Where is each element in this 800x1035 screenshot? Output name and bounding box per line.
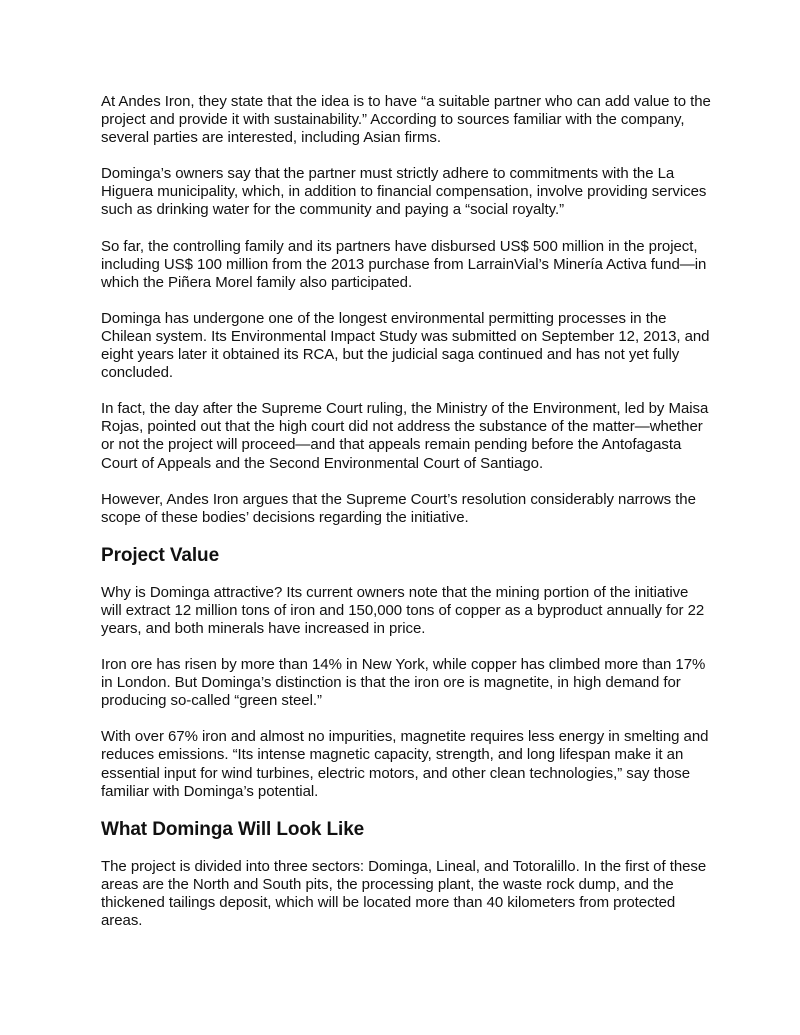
- intro-paragraph-5: In fact, the day after the Supreme Court ruling, the Ministry of the Environment, led by Maisa Rojas, pointed out that the high court did not address the substance of the matter—whether or not the project will proceed—and that appeals remain pending before the Antofagasta Court of Appeals and the Second Environmental Court of Santiago.: [101, 400, 709, 472]
- intro-paragraph-1: At Andes Iron, they state that the idea is to have “a suitable partner who can add value to the project and provide it with sustainability.” According to sources familiar with the company, several parties are interested, including Asian firms.: [101, 93, 711, 147]
- document-page: [101, 93, 711, 948]
- section-heading-what-dominga-will-look-like: What Dominga Will Look Like: [101, 818, 365, 840]
- section-heading-project-value: Project Value: [101, 544, 220, 566]
- project-value-paragraph-3: With over 67% iron and almost no impurities, magnetite requires less energy in smelting and reduces emissions. “Its intense magnetic capacity, strength, and long lifespan make it an essential input for wind turbines, electric motors, and other clean technologies,” say those familiar with Dominga’s potential.: [101, 728, 709, 800]
- intro-paragraph-6: However, Andes Iron argues that the Supreme Court’s resolution considerably narrows the scope of these bodies’ decisions regarding the initiative.: [101, 490, 696, 526]
- dominga-layout-paragraph-1: The project is divided into three sectors: Dominga, Lineal, and Totoralillo. In the first of these areas are the North and South pits, the processing plant, the waste rock dump, and the thickened tailings deposit, which will be located more than 40 kilometers from protected areas.: [101, 857, 707, 929]
- project-value-paragraph-1: Why is Dominga attractive? Its current owners note that the mining portion of the initiative will extract 12 million tons of iron and 150,000 tons of copper as a byproduct annually for 22 years, and both minerals have increased in price.: [101, 583, 705, 637]
- intro-paragraph-2: Dominga’s owners say that the partner must strictly adhere to commitments with the La Higuera municipality, which, in addition to financial compensation, involve providing services such as drinking water for the community and paying a “social royalty.”: [101, 165, 707, 219]
- intro-paragraph-3: So far, the controlling family and its partners have disbursed US$ 500 million in the project, including US$ 100 million from the 2013 purchase from LarrainVial’s Minería Activa fund—in which the Piñera Morel family also participated.: [101, 237, 707, 291]
- project-value-paragraph-2: Iron ore has risen by more than 14% in New York, while copper has climbed more than 17% in London. But Dominga’s distinction is that the iron ore is magnetite, in high demand for producing so-called “green steel.”: [101, 656, 706, 710]
- intro-paragraph-4: Dominga has undergone one of the longest environmental permitting processes in the Chilean system. Its Environmental Impact Study was submitted on September 12, 2013, and eight years later it obtained its RCA, but the judicial saga continued and has not yet fully concluded.: [101, 309, 710, 382]
